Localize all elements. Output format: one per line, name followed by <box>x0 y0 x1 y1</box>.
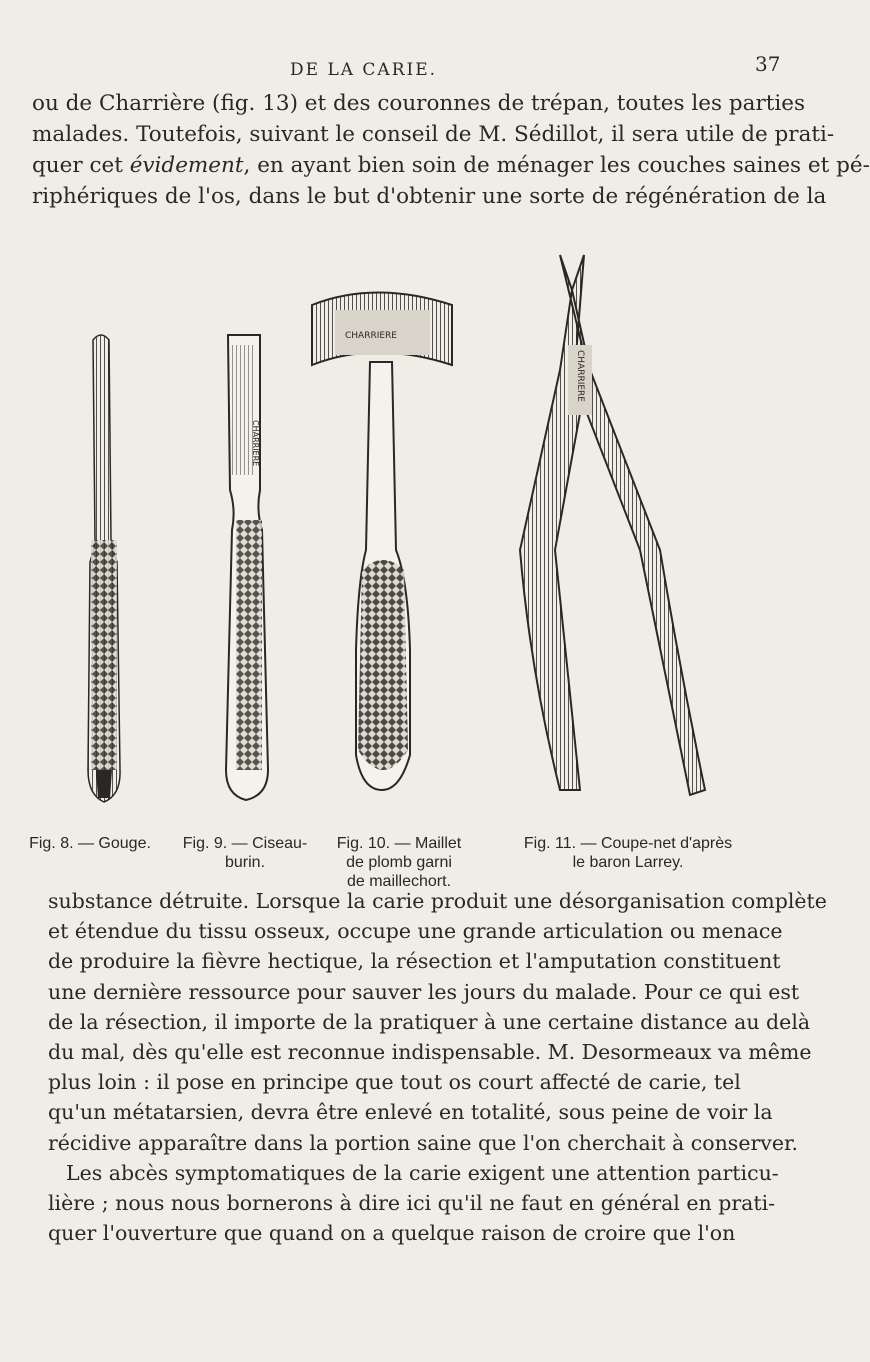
figure-captions <box>0 810 800 890</box>
text-line: de produire la fièvre hectique, la résection et l'amputation constituent <box>48 949 781 974</box>
page-number: 37 <box>755 52 781 76</box>
chisel-figure <box>226 335 268 800</box>
caption-fig9: Fig. 9. — Ciseau- burin. <box>182 835 308 871</box>
text-line: quer l'ouverture que quand on a quelque raison de croire que l'on <box>48 1221 736 1246</box>
page-header <box>0 52 800 90</box>
opening-paragraph <box>32 88 870 212</box>
caption-fig11: Fig. 11. — Coupe-net d'après le baron Larrey. <box>523 835 733 871</box>
chisel-stamp: CHARRIERE <box>251 420 260 467</box>
text-line: récidive apparaître dans la portion saine que l'on cherchait à conserver. <box>48 1130 799 1155</box>
text-line: plus loin : il pose en principe que tout os court affecté de carie, tel <box>48 1070 741 1095</box>
caption-fig10: Fig. 10. — Maillet de plomb garni de maillechort. <box>336 835 462 890</box>
gouge-figure <box>88 335 120 802</box>
caption-fig8: Fig. 8. — Gouge. <box>29 835 151 852</box>
mallet-stamp: CHARRIERE <box>345 331 397 341</box>
text-line: lière ; nous nous bornerons à dire ici qu'il ne faut en général en prati- <box>48 1191 776 1216</box>
running-title: DE LA CARIE. <box>290 60 438 80</box>
instruments-illustration <box>0 250 800 810</box>
text-line: Les abcès symptomatiques de la carie exigent une attention particu- <box>66 1160 779 1185</box>
bone-cutter-figure <box>520 255 705 795</box>
mallet-figure <box>312 293 452 791</box>
text-line: ou de Charrière (fig. 13) et des couronnes de trépan, toutes les parties <box>32 91 806 116</box>
text-line: et étendue du tissu osseux, occupe une grande articulation ou menace <box>48 919 783 944</box>
text-line: de la résection, il importe de la pratiquer à une certaine distance au delà <box>48 1009 811 1034</box>
text-line: du mal, dès qu'elle est reconnue indispensable. M. Desormeaux va même <box>48 1040 812 1065</box>
text-line: une dernière ressource pour sauver les jours du malade. Pour ce qui est <box>48 979 800 1004</box>
body-paragraph <box>48 886 827 1248</box>
coupe-stamp: CHARRIERE <box>575 350 585 402</box>
text-line: qu'un métatarsien, devra être enlevé en totalité, sous peine de voir la <box>48 1100 773 1125</box>
text-line: riphériques de l'os, dans le but d'obtenir une sorte de régénération de la <box>32 184 827 209</box>
text-line: substance détruite. Lorsque la carie produit une désorganisation complète <box>48 889 827 913</box>
text-line: malades. Toutefois, suivant le conseil de M. Sédillot, il sera utile de prati- <box>32 122 835 147</box>
instrument-figures <box>0 250 800 810</box>
text-line: quer cet évidement, en ayant bien soin de ménager les couches saines et pé- <box>32 153 870 178</box>
emphasis-evidement: évidement <box>129 153 244 178</box>
